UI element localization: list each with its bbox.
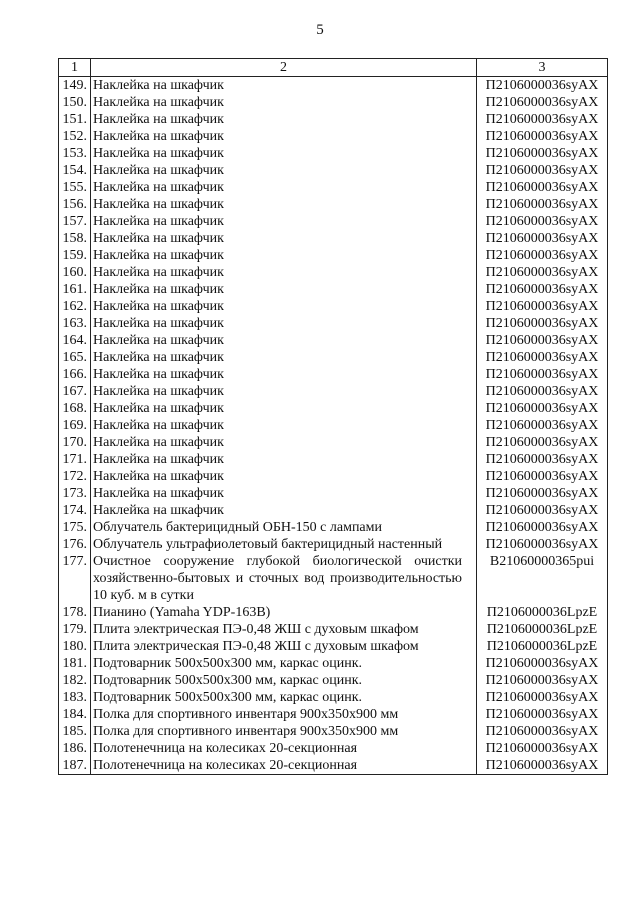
item-name: Наклейка на шкафчик bbox=[91, 77, 477, 95]
item-code: В21060000365pui bbox=[477, 553, 608, 604]
item-code: П2106000036syAX bbox=[477, 213, 608, 230]
item-name: Наклейка на шкафчик bbox=[91, 162, 477, 179]
row-number: 186. bbox=[59, 740, 91, 757]
item-code: П2106000036syAX bbox=[477, 298, 608, 315]
item-code: П2106000036syAX bbox=[477, 179, 608, 196]
item-name: Очистное сооружение глубокой биологической очистки хозяйственно-бытовых и сточных вод производительностью 10 куб. м в сутки bbox=[91, 553, 477, 604]
table-row bbox=[59, 519, 608, 536]
table-row bbox=[59, 672, 608, 689]
item-code: П2106000036syAX bbox=[477, 196, 608, 213]
item-name: Полка для спортивного инвентаря 900х350х900 мм bbox=[91, 706, 477, 723]
item-name: Наклейка на шкафчик bbox=[91, 502, 477, 519]
table-row bbox=[59, 179, 608, 196]
item-code: П2106000036syAX bbox=[477, 332, 608, 349]
page-number: 5 bbox=[316, 22, 324, 38]
item-name: Наклейка на шкафчик bbox=[91, 485, 477, 502]
table-row bbox=[59, 400, 608, 417]
row-number: 175. bbox=[59, 519, 91, 536]
row-number: 166. bbox=[59, 366, 91, 383]
item-code: П2106000036syAX bbox=[477, 417, 608, 434]
table-row bbox=[59, 485, 608, 502]
item-name: Наклейка на шкафчик bbox=[91, 196, 477, 213]
table-row bbox=[59, 434, 608, 451]
item-code: П2106000036syAX bbox=[477, 230, 608, 247]
item-code: П2106000036syAX bbox=[477, 349, 608, 366]
item-code: П2106000036syAX bbox=[477, 128, 608, 145]
table-row bbox=[59, 417, 608, 434]
item-name: Подтоварник 500х500х300 мм, каркас оцинк. bbox=[91, 689, 477, 706]
item-code: П2106000036syAX bbox=[477, 655, 608, 672]
row-number: 185. bbox=[59, 723, 91, 740]
table-row bbox=[59, 706, 608, 723]
item-name: Наклейка на шкафчик bbox=[91, 213, 477, 230]
row-number: 164. bbox=[59, 332, 91, 349]
item-code: П2106000036syAX bbox=[477, 519, 608, 536]
table-row bbox=[59, 162, 608, 179]
item-name: Наклейка на шкафчик bbox=[91, 349, 477, 366]
item-code: П2106000036syAX bbox=[477, 162, 608, 179]
row-number: 181. bbox=[59, 655, 91, 672]
table-row bbox=[59, 111, 608, 128]
item-name: Наклейка на шкафчик bbox=[91, 400, 477, 417]
row-number: 174. bbox=[59, 502, 91, 519]
item-code: П2106000036syAX bbox=[477, 536, 608, 553]
item-name: Плита электрическая ПЭ-0,48 ЖШ с духовым шкафом bbox=[91, 621, 477, 638]
table-row bbox=[59, 230, 608, 247]
table-header bbox=[59, 59, 608, 77]
item-code: П2106000036syAX bbox=[477, 400, 608, 417]
row-number: 151. bbox=[59, 111, 91, 128]
table-row bbox=[59, 638, 608, 655]
table-row bbox=[59, 621, 608, 638]
header-col-3: 3 bbox=[477, 59, 608, 77]
item-code: П2106000036syAX bbox=[477, 723, 608, 740]
item-code: П2106000036syAX bbox=[477, 315, 608, 332]
item-name: Наклейка на шкафчик bbox=[91, 332, 477, 349]
item-name: Облучатель ультрафиолетовый бактерицидный настенный bbox=[91, 536, 477, 553]
table-row bbox=[59, 128, 608, 145]
item-code: П2106000036LpzE bbox=[477, 621, 608, 638]
header-col-2: 2 bbox=[91, 59, 477, 77]
item-code: П2106000036syAX bbox=[477, 111, 608, 128]
item-code: П2106000036syAX bbox=[477, 281, 608, 298]
table-row bbox=[59, 468, 608, 485]
row-number: 178. bbox=[59, 604, 91, 621]
item-code: П2106000036syAX bbox=[477, 706, 608, 723]
item-name: Наклейка на шкафчик bbox=[91, 264, 477, 281]
item-name: Полотенечница на колесиках 20-секционная bbox=[91, 757, 477, 775]
table-row bbox=[59, 298, 608, 315]
row-number: 182. bbox=[59, 672, 91, 689]
table-row bbox=[59, 281, 608, 298]
item-code: П2106000036syAX bbox=[477, 383, 608, 400]
table-row bbox=[59, 655, 608, 672]
item-name: Полотенечница на колесиках 20-секционная bbox=[91, 740, 477, 757]
item-code: П2106000036syAX bbox=[477, 451, 608, 468]
row-number: 183. bbox=[59, 689, 91, 706]
item-name: Наклейка на шкафчик bbox=[91, 179, 477, 196]
item-name: Полка для спортивного инвентаря 900х350х900 мм bbox=[91, 723, 477, 740]
row-number: 162. bbox=[59, 298, 91, 315]
row-number: 157. bbox=[59, 213, 91, 230]
table-row bbox=[59, 604, 608, 621]
table-row bbox=[59, 349, 608, 366]
item-name: Плита электрическая ПЭ-0,48 ЖШ с духовым шкафом bbox=[91, 638, 477, 655]
item-name: Подтоварник 500х500х300 мм, каркас оцинк. bbox=[91, 672, 477, 689]
table-row bbox=[59, 196, 608, 213]
item-code: П2106000036syAX bbox=[477, 434, 608, 451]
item-name: Наклейка на шкафчик bbox=[91, 434, 477, 451]
table-row bbox=[59, 502, 608, 519]
table-row bbox=[59, 366, 608, 383]
row-number: 171. bbox=[59, 451, 91, 468]
row-number: 154. bbox=[59, 162, 91, 179]
table-row bbox=[59, 213, 608, 230]
row-number: 158. bbox=[59, 230, 91, 247]
header-row bbox=[59, 59, 608, 77]
row-number: 159. bbox=[59, 247, 91, 264]
row-number: 170. bbox=[59, 434, 91, 451]
table-row bbox=[59, 264, 608, 281]
table-row bbox=[59, 757, 608, 775]
row-number: 160. bbox=[59, 264, 91, 281]
item-name: Наклейка на шкафчик bbox=[91, 298, 477, 315]
row-number: 150. bbox=[59, 94, 91, 111]
item-name: Наклейка на шкафчик bbox=[91, 366, 477, 383]
item-name: Наклейка на шкафчик bbox=[91, 417, 477, 434]
table-row bbox=[59, 553, 608, 604]
item-code: П2106000036syAX bbox=[477, 485, 608, 502]
item-code: П2106000036syAX bbox=[477, 264, 608, 281]
row-number: 179. bbox=[59, 621, 91, 638]
item-code: П2106000036syAX bbox=[477, 247, 608, 264]
row-number: 156. bbox=[59, 196, 91, 213]
table-row bbox=[59, 383, 608, 400]
row-number: 180. bbox=[59, 638, 91, 655]
item-code: П2106000036syAX bbox=[477, 77, 608, 95]
row-number: 169. bbox=[59, 417, 91, 434]
item-name: Наклейка на шкафчик bbox=[91, 111, 477, 128]
row-number: 152. bbox=[59, 128, 91, 145]
table-row bbox=[59, 315, 608, 332]
table-row bbox=[59, 247, 608, 264]
item-name: Наклейка на шкафчик bbox=[91, 383, 477, 400]
item-name: Пианино (Yamaha YDP-163B) bbox=[91, 604, 477, 621]
item-name: Наклейка на шкафчик bbox=[91, 145, 477, 162]
item-code: П2106000036syAX bbox=[477, 672, 608, 689]
row-number: 177. bbox=[59, 553, 91, 604]
item-code: П2106000036syAX bbox=[477, 468, 608, 485]
row-number: 161. bbox=[59, 281, 91, 298]
row-number: 172. bbox=[59, 468, 91, 485]
item-code: П2106000036syAX bbox=[477, 366, 608, 383]
item-name: Облучатель бактерицидный ОБН-150 с лампами bbox=[91, 519, 477, 536]
row-number: 153. bbox=[59, 145, 91, 162]
item-name: Наклейка на шкафчик bbox=[91, 128, 477, 145]
item-name: Наклейка на шкафчик bbox=[91, 94, 477, 111]
table-row bbox=[59, 689, 608, 706]
table-body bbox=[59, 77, 608, 775]
item-code: П2106000036LpzE bbox=[477, 638, 608, 655]
inventory-table bbox=[58, 58, 608, 775]
item-name: Наклейка на шкафчик bbox=[91, 451, 477, 468]
row-number: 165. bbox=[59, 349, 91, 366]
row-number: 167. bbox=[59, 383, 91, 400]
header-col-1: 1 bbox=[59, 59, 91, 77]
item-name: Наклейка на шкафчик bbox=[91, 468, 477, 485]
item-name: Подтоварник 500х500х300 мм, каркас оцинк. bbox=[91, 655, 477, 672]
item-name: Наклейка на шкафчик bbox=[91, 230, 477, 247]
table-row bbox=[59, 723, 608, 740]
row-number: 155. bbox=[59, 179, 91, 196]
item-code: П2106000036LpzE bbox=[477, 604, 608, 621]
table-row bbox=[59, 332, 608, 349]
row-number: 163. bbox=[59, 315, 91, 332]
item-code: П2106000036syAX bbox=[477, 502, 608, 519]
row-number: 168. bbox=[59, 400, 91, 417]
item-code: П2106000036syAX bbox=[477, 740, 608, 757]
item-name: Наклейка на шкафчик bbox=[91, 247, 477, 264]
item-code: П2106000036syAX bbox=[477, 689, 608, 706]
row-number: 149. bbox=[59, 77, 91, 95]
table-row bbox=[59, 94, 608, 111]
row-number: 187. bbox=[59, 757, 91, 775]
item-name: Наклейка на шкафчик bbox=[91, 315, 477, 332]
table-row bbox=[59, 740, 608, 757]
item-code: П2106000036syAX bbox=[477, 94, 608, 111]
table-row bbox=[59, 536, 608, 553]
row-number: 184. bbox=[59, 706, 91, 723]
item-code: П2106000036syAX bbox=[477, 145, 608, 162]
row-number: 173. bbox=[59, 485, 91, 502]
item-name: Наклейка на шкафчик bbox=[91, 281, 477, 298]
table-row bbox=[59, 77, 608, 95]
table-row bbox=[59, 451, 608, 468]
row-number: 176. bbox=[59, 536, 91, 553]
table-row bbox=[59, 145, 608, 162]
item-code: П2106000036syAX bbox=[477, 757, 608, 775]
